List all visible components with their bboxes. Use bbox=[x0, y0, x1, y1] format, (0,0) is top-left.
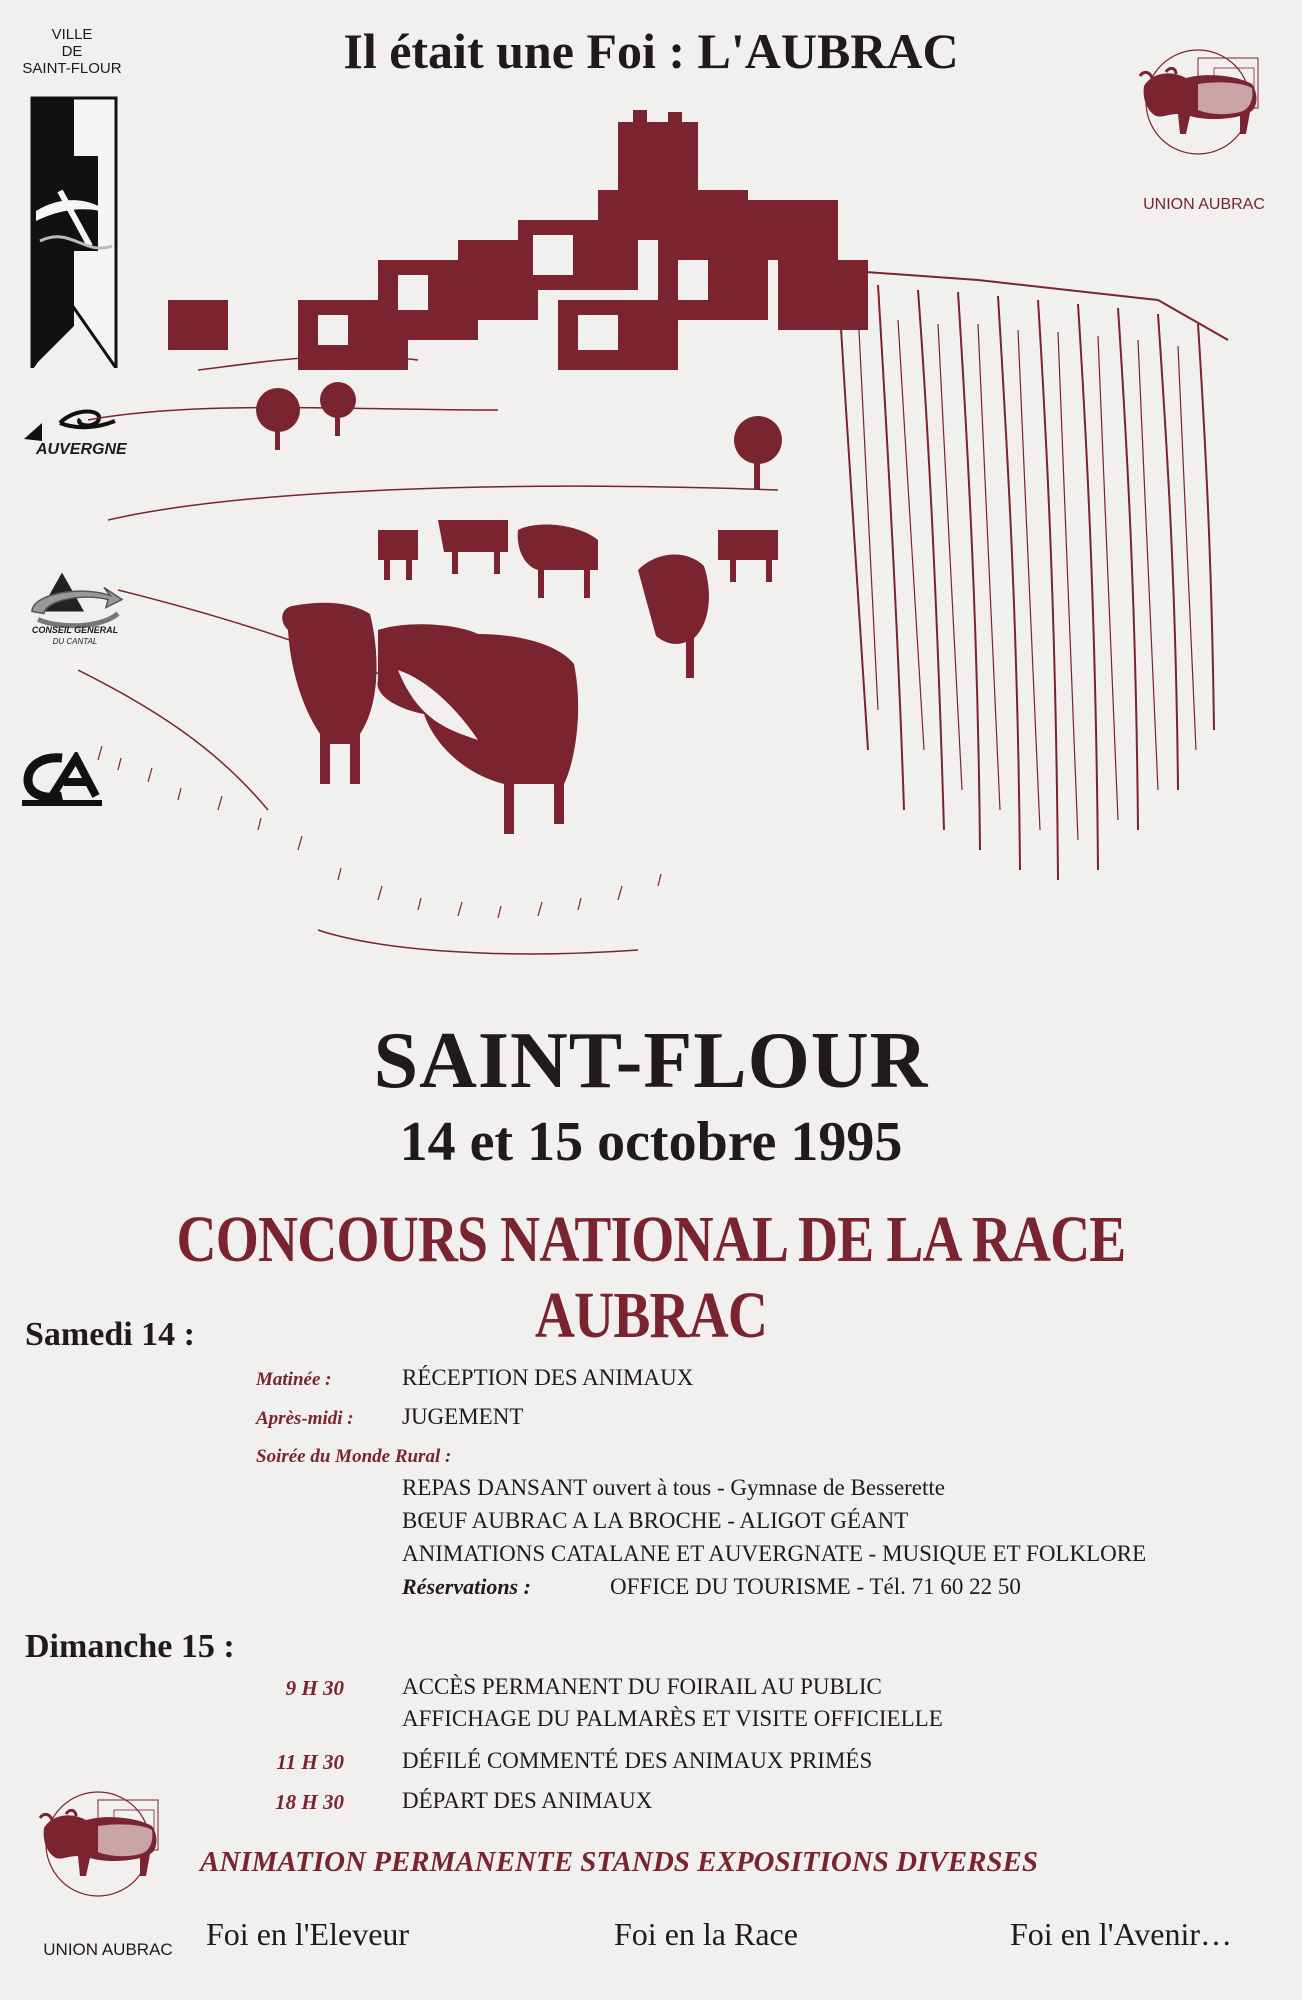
conseil-general-sublabel: DU CANTAL bbox=[52, 637, 98, 646]
motto-race: Foi en la Race bbox=[614, 1916, 798, 1952]
saturday-morning-label: Matinée : bbox=[256, 1369, 332, 1390]
sunday-heading: Dimanche 15 : bbox=[25, 1628, 235, 1665]
conseil-general-label: CONSEIL GENERAL bbox=[31, 625, 119, 635]
motto-eleveur: Foi en l'Eleveur bbox=[206, 1916, 410, 1952]
saturday-evening-line: ANIMATIONS CATALANE ET AUVERGNATE - MUSIQUE ET FOLKLORE bbox=[402, 1541, 1147, 1566]
union-aubrac-label-top: UNION AUBRAC bbox=[1143, 196, 1265, 213]
sunday-time: 9 H 30 bbox=[285, 1676, 344, 1700]
union-aubrac-logo-bottom bbox=[28, 1782, 176, 1898]
sunday-time: 18 H 30 bbox=[275, 1790, 344, 1814]
motto-avenir: Foi en l'Avenir… bbox=[1010, 1916, 1233, 1952]
animation-banner: ANIMATION PERMANENTE STANDS EXPOSITIONS DIVERSES bbox=[200, 1846, 1039, 1878]
saturday-evening-line: BŒUF AUBRAC A LA BROCHE - ALIGOT GÉANT bbox=[402, 1508, 909, 1533]
saturday-evening-label: Soirée du Monde Rural : bbox=[256, 1446, 452, 1467]
event-dates: 14 et 15 octobre 1995 bbox=[399, 1111, 903, 1173]
event-name: CONCOURS NATIONAL DE LA RACE AUBRAC bbox=[176, 1203, 1126, 1352]
poster-title: Il était une Foi : L'AUBRAC bbox=[343, 23, 959, 79]
ville-label: VILLE DE SAINT-FLOUR bbox=[22, 26, 122, 77]
saint-flour-landscape-illustration bbox=[78, 110, 1238, 990]
saturday-morning-text: RÉCEPTION DES ANIMAUX bbox=[402, 1365, 694, 1390]
sunday-activity: DÉFILÉ COMMENTÉ DES ANIMAUX PRIMÉS bbox=[402, 1748, 873, 1773]
reservation-text: OFFICE DU TOURISME - Tél. 71 60 22 50 bbox=[610, 1574, 1021, 1599]
saturday-evening-line: REPAS DANSANT ouvert à tous - Gymnase de Besserette bbox=[402, 1475, 946, 1500]
sunday-activity: AFFICHAGE DU PALMARÈS ET VISITE OFFICIELLE bbox=[402, 1706, 943, 1731]
union-aubrac-label-bottom: UNION AUBRAC bbox=[43, 1940, 173, 1959]
reservation-label: Réservations : bbox=[402, 1574, 531, 1599]
saturday-afternoon-label: Après-midi : bbox=[256, 1408, 354, 1429]
sunday-time: 11 H 30 bbox=[276, 1750, 344, 1774]
auvergne-label: AUVERGNE bbox=[36, 441, 127, 458]
sunday-activity: ACCÈS PERMANENT DU FOIRAIL AU PUBLIC bbox=[402, 1674, 882, 1699]
sunday-activity: DÉPART DES ANIMAUX bbox=[402, 1788, 653, 1813]
saturday-afternoon-text: JUGEMENT bbox=[402, 1404, 524, 1429]
saturday-heading: Samedi 14 : bbox=[25, 1316, 195, 1353]
event-city: SAINT-FLOUR bbox=[373, 1017, 929, 1105]
